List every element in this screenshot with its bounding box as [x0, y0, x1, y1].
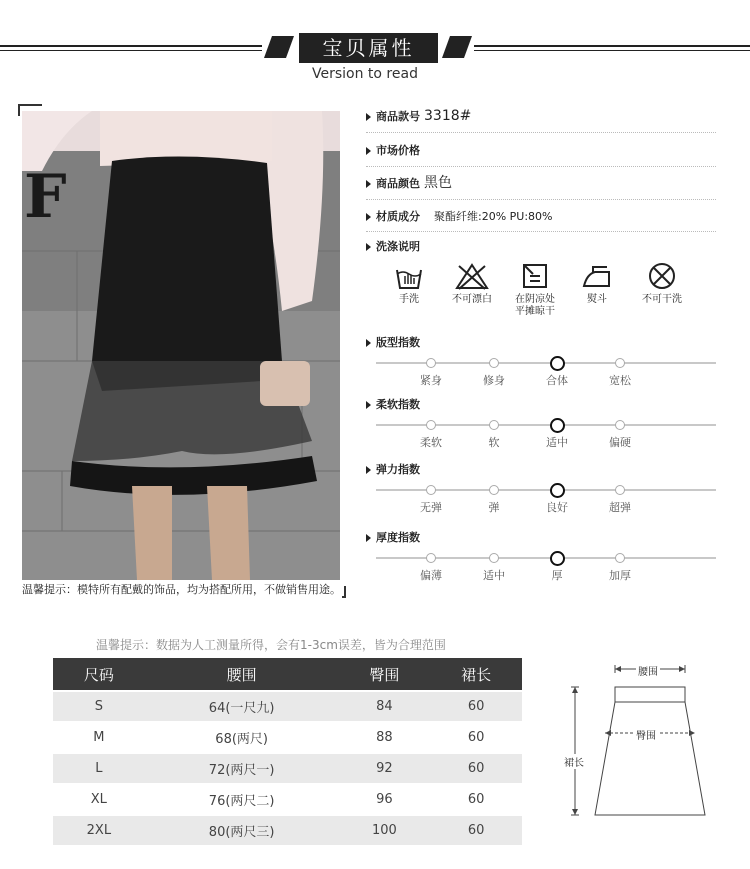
diagram-waist-label: 腰围 [636, 663, 660, 678]
scale-dot-selected [550, 418, 565, 433]
scale-option-label: 紧身 [420, 374, 442, 387]
scale-dot [489, 485, 499, 495]
scale-dot [615, 485, 625, 495]
header-line-left-thin [0, 50, 262, 51]
iron-icon [581, 262, 613, 290]
scale-dot [615, 553, 625, 563]
divider [366, 199, 716, 200]
item-no-value: 3318# [424, 108, 472, 124]
scale-option-label: 适中 [546, 436, 568, 449]
bullet-icon [366, 113, 371, 121]
scale-option-label: 厚 [551, 569, 563, 582]
attr-item-no: 商品款号 3318# [366, 108, 471, 124]
material-value: 聚酯纤维:20% PU:80% [434, 210, 553, 223]
wash-item-iron: 熨斗 [562, 262, 632, 306]
attr-material: 材质成分 聚酯纤维:20% PU:80% [366, 208, 553, 224]
scale-option-label: 修身 [483, 374, 505, 387]
attr-wash: 洗涤说明 [366, 238, 420, 254]
header-parallelogram-right [442, 36, 472, 58]
attr-price: 市场价格 [366, 142, 424, 158]
bullet-icon [366, 466, 371, 474]
photo-disclaimer: 温馨提示：模特所有配戴的饰品，均为搭配所用，不做销售用途。 [22, 580, 342, 600]
table-row: S 64(一尺九) 84 60 [53, 691, 522, 722]
scale-option-label: 超弹 [609, 501, 631, 514]
scale-dot [489, 553, 499, 563]
scale-option-label: 弹 [488, 501, 500, 514]
table-row: M 68(两尺) 88 60 [53, 722, 522, 753]
scale-title: 柔软指数 [366, 396, 420, 412]
col-size: 尺码 [53, 658, 145, 691]
table-row: 2XL 80(两尺三) 100 60 [53, 815, 522, 845]
scale-title: 弹力指数 [366, 461, 420, 477]
color-value: 黑色 [424, 175, 452, 191]
scale-option-label: 软 [488, 436, 500, 449]
bullet-icon [366, 243, 371, 251]
divider [366, 231, 716, 232]
wash-item-hand: 手洗 [374, 262, 444, 306]
scale-option-label: 宽松 [609, 374, 631, 387]
header-line-left [0, 45, 262, 47]
scale-option-label: 加厚 [609, 569, 631, 582]
scale-title: 厚度指数 [366, 529, 420, 545]
scale-dot-selected [550, 483, 565, 498]
table-row: L 72(两尺一) 92 60 [53, 753, 522, 784]
scale-option-label: 适中 [483, 569, 505, 582]
scale-option-label: 良好 [546, 501, 568, 514]
sign-letter: F [24, 162, 67, 232]
scale-dot-selected [550, 356, 565, 371]
scale-option-label: 偏硬 [609, 436, 631, 449]
attr-color: 商品颜色 黑色 [366, 172, 452, 192]
model-photo-illustration [22, 111, 340, 580]
wash-item-dryclean: 不可干洗 [627, 262, 697, 306]
size-table [53, 658, 522, 845]
scale-dot [489, 420, 499, 430]
divider [366, 132, 716, 133]
product-photo [22, 111, 340, 580]
bullet-icon [366, 534, 371, 542]
scale-option-label: 柔软 [420, 436, 442, 449]
divider [366, 166, 716, 167]
header-line-right-thin [474, 50, 750, 51]
scale-dot-selected [550, 551, 565, 566]
hand-wash-icon [394, 262, 424, 290]
bullet-icon [366, 180, 371, 188]
bullet-icon [366, 147, 371, 155]
shade-dry-icon [521, 262, 549, 290]
wash-item-bleach: 不可漂白 [437, 262, 507, 306]
col-hip: 臀围 [339, 658, 431, 691]
no-dry-clean-icon [647, 262, 677, 290]
diagram-length-label: 裙长 [564, 754, 584, 769]
table-row: XL 76(两尺二) 96 60 [53, 784, 522, 815]
scale-dot [426, 485, 436, 495]
col-waist: 腰围 [145, 658, 339, 691]
size-note: 温馨提示：数据为人工测量所得，会有1-3cm误差，皆为合理范围 [96, 638, 446, 652]
bullet-icon [366, 401, 371, 409]
scale-title: 版型指数 [366, 334, 420, 350]
wash-item-dry: 在阴凉处 平摊晾干 [500, 262, 570, 318]
scale-dot [489, 358, 499, 368]
no-bleach-icon [455, 262, 489, 290]
bullet-icon [366, 213, 371, 221]
bullet-icon [366, 339, 371, 347]
scale-option-label: 合体 [546, 374, 568, 387]
diagram-hip-label: 臀围 [634, 727, 658, 742]
header-parallelogram-left [264, 36, 294, 58]
scale-option-label: 无弹 [420, 501, 442, 514]
col-length: 裙长 [430, 658, 522, 691]
scale-dot [615, 420, 625, 430]
scale-dot [426, 420, 436, 430]
scale-dot [426, 358, 436, 368]
page-title: 宝贝属性 [299, 33, 438, 63]
scale-dot [426, 553, 436, 563]
scale-dot [615, 358, 625, 368]
header-line-right [474, 45, 750, 47]
scale-option-label: 偏薄 [420, 569, 442, 582]
page-subtitle: Version to read [312, 66, 418, 82]
